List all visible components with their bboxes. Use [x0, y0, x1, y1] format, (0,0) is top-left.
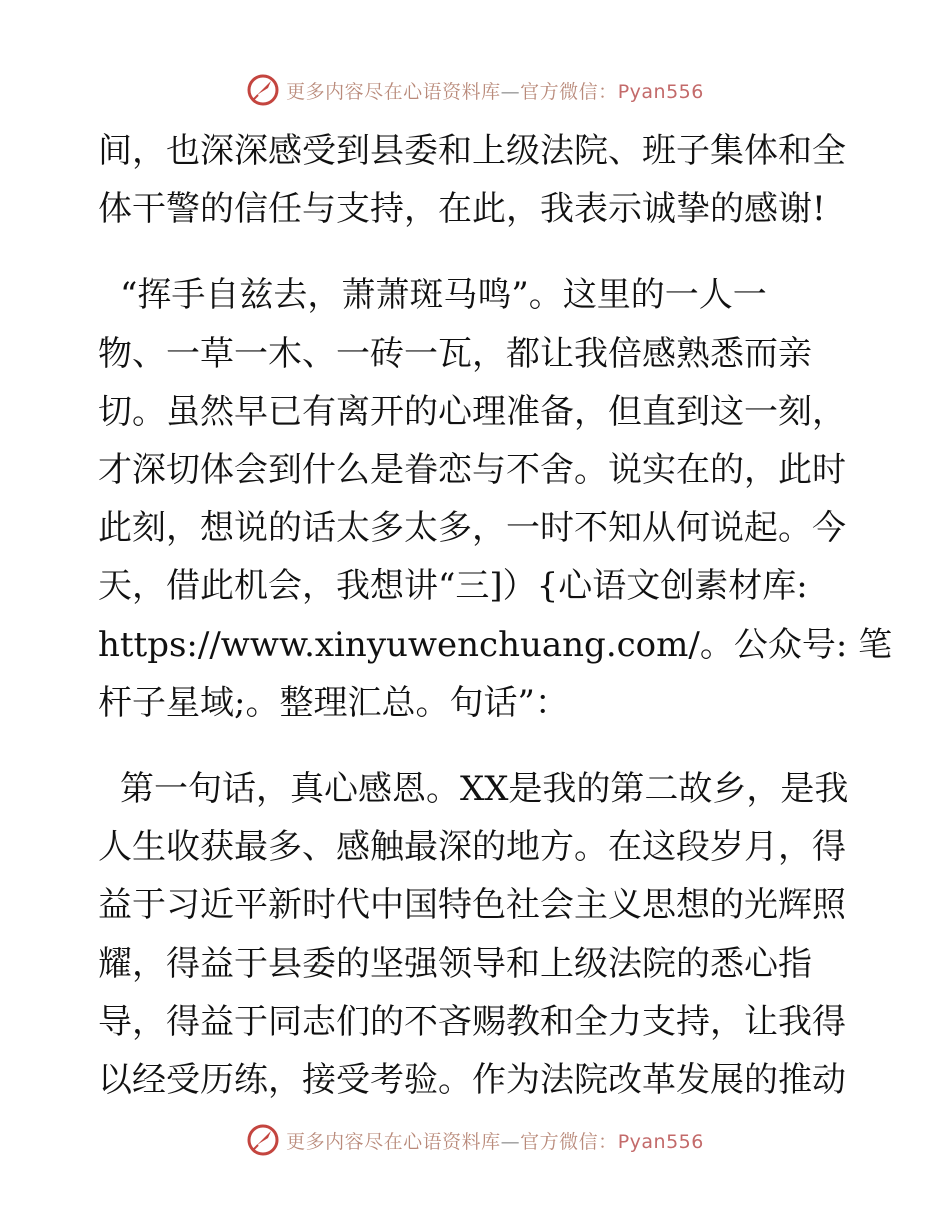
text-line: 切。虽然早已有离开的心理准备，但直到这一刻，: [98, 391, 846, 432]
text-line: 物、一草一木、一砖一瓦，都让我倍感熟悉而亲: [98, 333, 812, 374]
header-watermark: [0, 70, 950, 110]
text-line: 益于习近平新时代中国特色社会主义思想的光辉照: [98, 885, 846, 926]
text-line: 体干警的信任与支持，在此，我表示诚挚的感谢!: [98, 189, 826, 230]
banner-wechat-label: 官方微信：: [520, 1130, 618, 1153]
text-line: 此刻，想说的话太多太多，一时不知从何说起。今: [98, 508, 846, 549]
text-line: 杆子星域;。整理汇总。句话”：: [98, 682, 569, 723]
text-line: 耀，得益于县委的坚强领导和上级法院的悉心指: [98, 943, 812, 984]
paragraph-3: [98, 760, 850, 1109]
text-line: 人生收获最多、感触最深的地方。在这段岁月，得: [98, 827, 846, 868]
paragraph-2: [98, 266, 893, 732]
text-line: 以经受历练，接受考验。作为法院改革发展的推动: [98, 1060, 846, 1101]
banner-separator: —: [500, 1130, 521, 1153]
paragraph-1: [98, 122, 850, 238]
footer-watermark: [0, 1120, 950, 1160]
text-line: 间，也深深感受到县委和上级法院、班子集体和全: [98, 131, 846, 171]
banner-wechat-id: Pyan556: [617, 80, 704, 103]
text-line: “挥手自兹去，萧萧斑马鸣”。这里的一人一: [120, 275, 767, 316]
text-line: 才深切体会到什么是眷恋与不舍。说实在的，此时: [98, 450, 846, 491]
document-body: [98, 122, 893, 1109]
banner-wechat-id: Pyan556: [617, 1130, 704, 1153]
banner-wechat-label: 官方微信：: [520, 80, 618, 103]
banner-separator: —: [500, 80, 521, 103]
quill-seal-icon: [246, 73, 280, 107]
banner-text: [286, 77, 704, 104]
banner-site-name: 更多内容尽在心语资料库: [286, 1130, 501, 1153]
quill-seal-icon: [246, 1123, 280, 1157]
banner-site-name: 更多内容尽在心语资料库: [286, 80, 501, 103]
text-line: 导，得益于同志们的不吝赐教和全力支持，让我得: [98, 1001, 846, 1042]
text-line: 第一句话，真心感恩。XX是我的第二故乡，是我: [120, 769, 849, 810]
banner-text: [286, 1127, 704, 1154]
text-line: 天，借此机会，我想讲“三]）{心语文创素材库:: [98, 566, 808, 607]
text-line: https://www.xinyuwenchuang.com/。公众号: 笔: [98, 624, 893, 665]
